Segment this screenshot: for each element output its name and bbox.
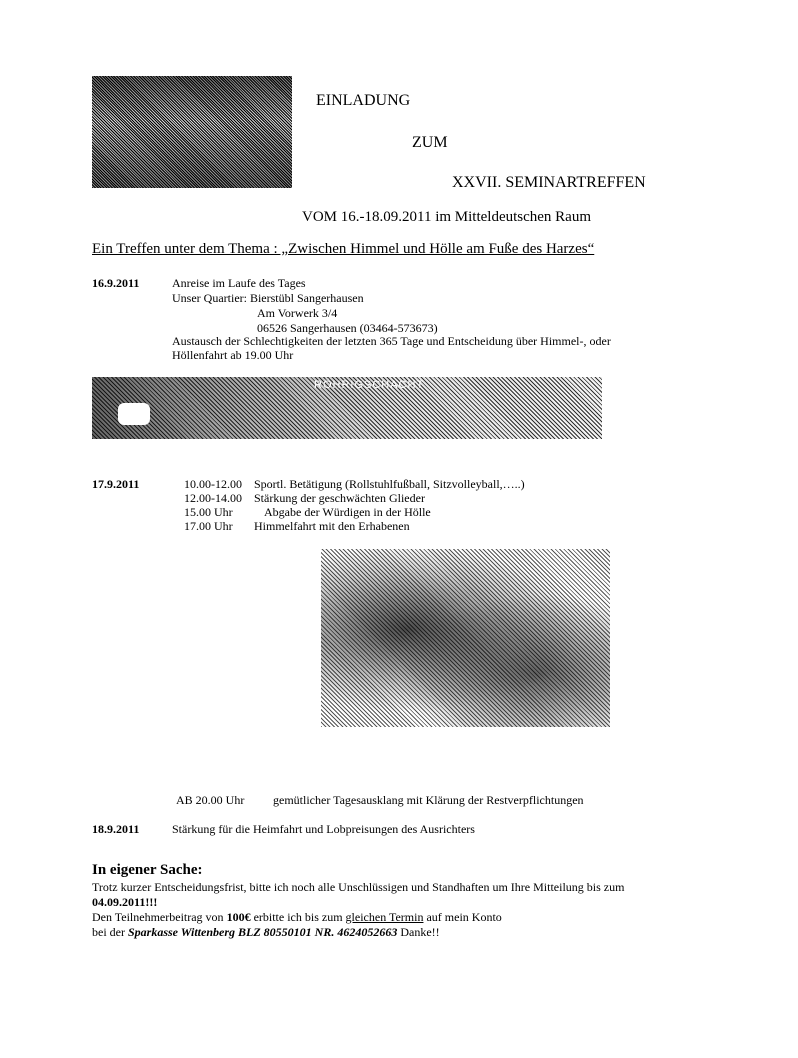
- day2-activity: Abgabe der Würdigen in der Hölle: [264, 505, 431, 519]
- day2-time: 10.00-12.00: [184, 477, 242, 491]
- theme-line: Ein Treffen unter dem Thema : „Zwischen Himmel und Hölle am Fuße des Harzes“: [92, 241, 595, 257]
- footer-deadline: 04.09.2011!!!: [92, 895, 158, 909]
- day3-date: 18.9.2011: [92, 822, 140, 836]
- footer-fee-line: Den Teilnehmerbeitrag von 100€ erbitte ich bis zum gleichen Termin auf mein Konto: [92, 910, 502, 924]
- day2-activity: Himmelfahrt mit den Erhabenen: [254, 519, 410, 533]
- footer-line1: Trotz kurzer Entscheidungsfrist, bitte ich noch alle Unschlüssigen und Standhaften um Ihre Mitteilung bis zum: [92, 880, 625, 894]
- invitation-title-line3: XXVII. SEMINARTREFFEN: [452, 174, 646, 191]
- evening-time: AB 20.00 Uhr: [176, 793, 245, 807]
- day2-time: 17.00 Uhr: [184, 519, 233, 533]
- day2-time: 12.00-14.00: [184, 491, 242, 505]
- day3-text: Stärkung für die Heimfahrt und Lobpreisungen des Ausrichters: [172, 822, 475, 836]
- footer-bank-line: bei der Sparkasse Wittenberg BLZ 80550101 NR. 4624052663 Danke!!: [92, 925, 440, 939]
- rohrigschacht-banner: [92, 377, 602, 439]
- day1-line: Am Vorwerk 3/4: [257, 306, 338, 320]
- footer-heading: In eigener Sache:: [92, 862, 203, 878]
- evening-text: gemütlicher Tagesausklang mit Klärung der Restverpflichtungen: [273, 793, 584, 807]
- day1-line: 06526 Sangerhausen (03464-573673): [257, 321, 438, 335]
- monument-photo: [321, 549, 610, 727]
- day1-line: Austausch der Schlechtigkeiten der letzten 365 Tage und Entscheidung über Himmel-, oder: [172, 334, 611, 348]
- banner-logo: [118, 403, 150, 425]
- day2-activity: Sportl. Betätigung (Rollstuhlfußball, Sitzvolleyball,…..): [254, 477, 525, 491]
- banner-text: RÖHRIGSCHACHT: [314, 379, 425, 391]
- day1-line: Höllenfahrt ab 19.00 Uhr: [172, 348, 294, 362]
- day1-date: 16.9.2011: [92, 276, 140, 290]
- day2-time: 15.00 Uhr: [184, 505, 233, 519]
- day2-activity: Stärkung der geschwächten Glieder: [254, 491, 425, 505]
- day2-date: 17.9.2011: [92, 477, 140, 491]
- house-photo: [92, 76, 292, 188]
- date-line: VOM 16.-18.09.2011 im Mitteldeutschen Raum: [302, 209, 591, 225]
- invitation-title-line2: ZUM: [412, 134, 448, 151]
- invitation-title-line1: EINLADUNG: [316, 92, 411, 109]
- day1-line: Unser Quartier: Bierstübl Sangerhausen: [172, 291, 364, 305]
- day1-line: Anreise im Laufe des Tages: [172, 276, 306, 290]
